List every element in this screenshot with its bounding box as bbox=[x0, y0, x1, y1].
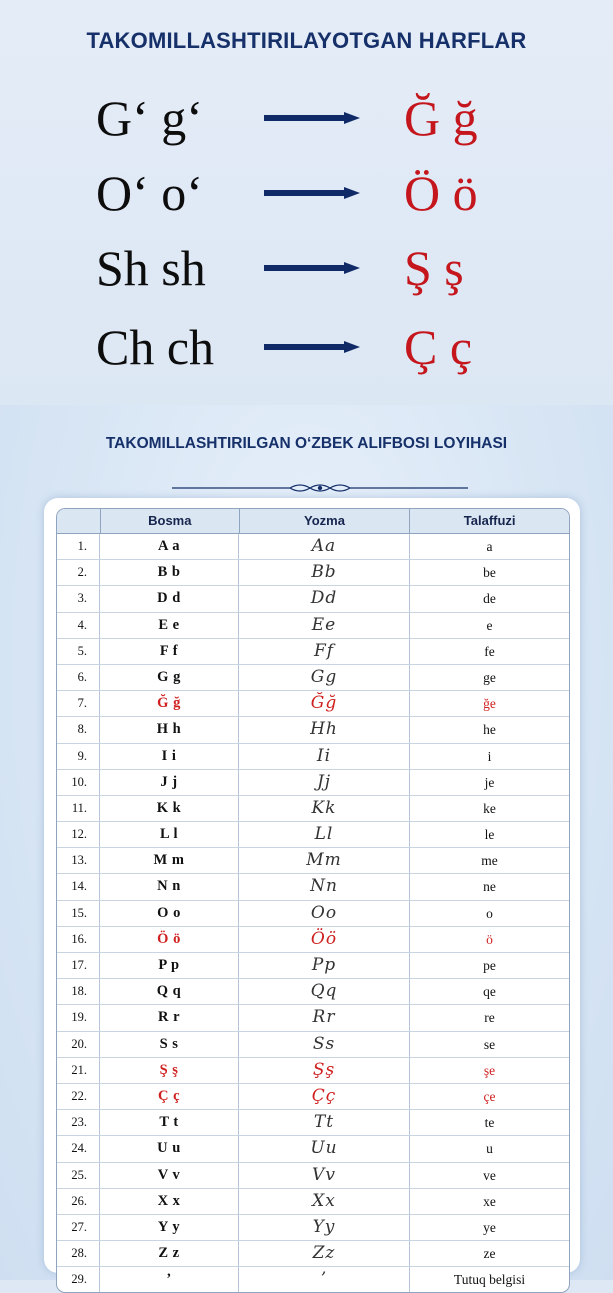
print-letter: P p bbox=[100, 953, 239, 978]
table-row bbox=[57, 613, 569, 639]
table-row bbox=[57, 874, 569, 900]
pronunciation: he bbox=[483, 722, 496, 738]
row-number: 25. bbox=[57, 1163, 100, 1188]
row-number: 17. bbox=[57, 953, 100, 978]
old-letter: G‘ g‘ bbox=[96, 90, 203, 146]
row-number: 4. bbox=[57, 613, 100, 638]
cursive-letter: Ss bbox=[239, 1032, 410, 1057]
cursive-letter: Vv bbox=[239, 1163, 410, 1188]
print-letter: S s bbox=[100, 1032, 239, 1057]
pronunciation: e bbox=[486, 617, 493, 633]
cursive-letter: Pp bbox=[239, 953, 410, 978]
row-number: 20. bbox=[57, 1032, 100, 1057]
table-row bbox=[57, 1084, 569, 1110]
print-letter: N n bbox=[100, 874, 239, 899]
pronunciation: je bbox=[484, 774, 495, 790]
row-number: 8. bbox=[57, 717, 100, 742]
table-row bbox=[57, 1189, 569, 1215]
print-letter: G g bbox=[100, 665, 239, 690]
new-letter: Ğ ğ bbox=[404, 90, 478, 146]
table-row bbox=[57, 744, 569, 770]
table-row bbox=[57, 901, 569, 927]
alphabet-section bbox=[0, 405, 613, 1290]
old-letter: Ch ch bbox=[96, 319, 215, 375]
print-letter: Ğ ğ bbox=[100, 691, 239, 716]
cursive-letter: Ff bbox=[239, 639, 410, 664]
cursive-letter: Ğğ bbox=[239, 691, 410, 716]
pronunciation: çe bbox=[483, 1088, 496, 1104]
row-number: 6. bbox=[57, 665, 100, 690]
row-number: 9. bbox=[57, 744, 100, 769]
print-letter: Z z bbox=[100, 1241, 239, 1266]
letter-changes-section bbox=[0, 0, 613, 405]
table-row bbox=[57, 822, 569, 848]
pronunciation: me bbox=[481, 853, 498, 869]
print-letter: I i bbox=[100, 744, 239, 769]
cursive-letter: Ii bbox=[239, 744, 410, 769]
print-letter: Ş ş bbox=[100, 1058, 239, 1083]
row-number: 11. bbox=[57, 796, 100, 821]
print-letter: M m bbox=[100, 848, 239, 873]
cursive-letter: Gg bbox=[239, 665, 410, 690]
table-row bbox=[57, 979, 569, 1005]
print-letter: L l bbox=[100, 822, 239, 847]
cursive-letter: ’ bbox=[239, 1267, 410, 1292]
print-letter: H h bbox=[100, 717, 239, 742]
pronunciation: i bbox=[487, 748, 492, 764]
row-number: 29. bbox=[57, 1267, 100, 1292]
table-row bbox=[57, 717, 569, 743]
pronunciation: xe bbox=[483, 1193, 496, 1209]
row-number: 14. bbox=[57, 874, 100, 899]
cursive-letter: Ll bbox=[239, 822, 410, 847]
pronunciation: şe bbox=[483, 1062, 496, 1078]
cursive-letter: Oo bbox=[239, 901, 410, 926]
table-row bbox=[57, 691, 569, 717]
cursive-letter: Mm bbox=[239, 848, 410, 873]
row-number: 13. bbox=[57, 848, 100, 873]
pronunciation: ğe bbox=[483, 696, 496, 712]
cursive-letter: Qq bbox=[239, 979, 410, 1004]
row-number: 10. bbox=[57, 770, 100, 795]
table-row bbox=[57, 1005, 569, 1031]
table-row bbox=[57, 1215, 569, 1241]
print-letter: O o bbox=[100, 901, 239, 926]
cursive-letter: Xx bbox=[239, 1189, 410, 1214]
row-number: 18. bbox=[57, 979, 100, 1004]
cursive-letter: Kk bbox=[239, 796, 410, 821]
pronunciation: ve bbox=[483, 1167, 496, 1183]
cursive-letter: Şş bbox=[239, 1058, 410, 1083]
change-row bbox=[0, 78, 613, 158]
pronunciation: o bbox=[486, 905, 493, 921]
row-number: 3. bbox=[57, 586, 100, 611]
row-number: 2. bbox=[57, 560, 100, 585]
row-number: 12. bbox=[57, 822, 100, 847]
row-number: 23. bbox=[57, 1110, 100, 1135]
pronunciation: se bbox=[483, 1036, 496, 1052]
print-letter: D d bbox=[100, 586, 239, 611]
old-letter: Sh sh bbox=[96, 240, 206, 296]
section-title: TAKOMILLASHTIRILAYOTGAN HARFLAR bbox=[86, 28, 527, 53]
pronunciation: ke bbox=[483, 800, 496, 816]
cursive-letter: Nn bbox=[239, 874, 410, 899]
print-letter: T t bbox=[100, 1110, 239, 1135]
new-letter: Ö ö bbox=[404, 165, 478, 221]
pronunciation: pe bbox=[483, 958, 496, 973]
pronunciation: ne bbox=[483, 879, 496, 895]
alphabet-title: TAKOMILLASHTIRILGAN O‘ZBEK ALIFBOSI LOYIHASI bbox=[105, 435, 508, 452]
alphabet-card bbox=[44, 498, 580, 1290]
pronunciation: a bbox=[486, 539, 493, 554]
table-row bbox=[57, 953, 569, 979]
print-letter: U u bbox=[100, 1136, 239, 1161]
pronunciation: re bbox=[484, 1010, 495, 1026]
cursive-letter: Tt bbox=[239, 1110, 410, 1135]
table-row bbox=[57, 927, 569, 953]
table-row bbox=[57, 770, 569, 796]
new-letter: Ş ş bbox=[404, 240, 464, 296]
print-letter: B b bbox=[100, 560, 239, 585]
pronunciation: ge bbox=[483, 669, 496, 685]
cursive-letter: Rr bbox=[239, 1005, 410, 1030]
row-number: 15. bbox=[57, 901, 100, 926]
print-letter: F f bbox=[100, 639, 239, 664]
cursive-letter: Uu bbox=[239, 1136, 410, 1161]
row-number: 16. bbox=[57, 927, 100, 952]
cursive-letter: Aa bbox=[239, 534, 410, 559]
change-row bbox=[0, 153, 613, 233]
table-row bbox=[57, 1163, 569, 1189]
print-letter: Ç ç bbox=[100, 1084, 239, 1109]
cursive-letter: Dd bbox=[239, 586, 410, 611]
row-number: 7. bbox=[57, 691, 100, 716]
row-number: 1. bbox=[57, 534, 100, 559]
table-row bbox=[57, 1058, 569, 1084]
table-row bbox=[57, 560, 569, 586]
row-number: 28. bbox=[57, 1241, 100, 1266]
cursive-letter: Çç bbox=[239, 1084, 410, 1109]
print-letter: Q q bbox=[100, 979, 239, 1004]
table-row bbox=[57, 1032, 569, 1058]
table-row bbox=[57, 586, 569, 612]
row-number: 22. bbox=[57, 1084, 100, 1109]
print-letter: Y y bbox=[100, 1215, 239, 1240]
table-row bbox=[57, 665, 569, 691]
table-row bbox=[57, 1136, 569, 1162]
table-row bbox=[57, 534, 569, 560]
header-print: Bosma bbox=[101, 509, 240, 533]
print-letter: A a bbox=[100, 534, 239, 559]
new-letter: Ç ç bbox=[404, 319, 473, 375]
row-number: 24. bbox=[57, 1136, 100, 1161]
pronunciation: Tutuq belgisi bbox=[453, 1272, 526, 1288]
cursive-letter: Öö bbox=[239, 927, 410, 952]
print-letter: X x bbox=[100, 1189, 239, 1214]
alphabet-table bbox=[56, 508, 570, 1293]
row-number: 19. bbox=[57, 1005, 100, 1030]
print-letter: E e bbox=[100, 613, 239, 638]
pronunciation: ö bbox=[486, 931, 493, 947]
cursive-letter: Ee bbox=[239, 613, 410, 638]
pronunciation: te bbox=[484, 1115, 495, 1131]
print-letter: ’ bbox=[100, 1267, 239, 1292]
cursive-letter: Zz bbox=[239, 1241, 410, 1266]
pronunciation: le bbox=[484, 827, 495, 843]
pronunciation: ye bbox=[483, 1219, 496, 1235]
table-body bbox=[57, 534, 569, 1292]
print-letter: R r bbox=[100, 1005, 239, 1030]
print-letter: Ö ö bbox=[100, 927, 239, 952]
old-letter: O‘ o‘ bbox=[96, 165, 203, 221]
table-row bbox=[57, 796, 569, 822]
change-row bbox=[0, 307, 613, 387]
table-header bbox=[57, 509, 569, 534]
change-row bbox=[0, 228, 613, 308]
arrow-right-icon bbox=[264, 341, 360, 353]
cursive-letter: Jj bbox=[239, 770, 410, 795]
arrow-right-icon bbox=[264, 187, 360, 199]
table-row bbox=[57, 1241, 569, 1267]
pronunciation: be bbox=[483, 565, 496, 581]
cursive-letter: Bb bbox=[239, 560, 410, 585]
pronunciation: ze bbox=[483, 1246, 496, 1262]
pronunciation: de bbox=[483, 591, 496, 607]
pronunciation: fe bbox=[484, 643, 495, 659]
row-number: 5. bbox=[57, 639, 100, 664]
print-letter: J j bbox=[100, 770, 239, 795]
arrow-right-icon bbox=[264, 262, 360, 274]
table-row bbox=[57, 848, 569, 874]
row-number: 26. bbox=[57, 1189, 100, 1214]
header-cursive: Yozma bbox=[240, 509, 411, 533]
pronunciation: qe bbox=[483, 984, 496, 1000]
row-number: 27. bbox=[57, 1215, 100, 1240]
header-number bbox=[57, 509, 101, 533]
cursive-letter: Yy bbox=[239, 1215, 410, 1240]
table-row bbox=[57, 639, 569, 665]
table-row bbox=[57, 1110, 569, 1136]
print-letter: V v bbox=[100, 1163, 239, 1188]
print-letter: K k bbox=[100, 796, 239, 821]
ornament-divider bbox=[172, 481, 468, 495]
header-pronunciation: Talaffuzi bbox=[463, 513, 516, 528]
cursive-letter: Hh bbox=[239, 717, 410, 742]
arrow-right-icon bbox=[264, 112, 360, 124]
row-number: 21. bbox=[57, 1058, 100, 1083]
pronunciation: u bbox=[486, 1141, 493, 1157]
